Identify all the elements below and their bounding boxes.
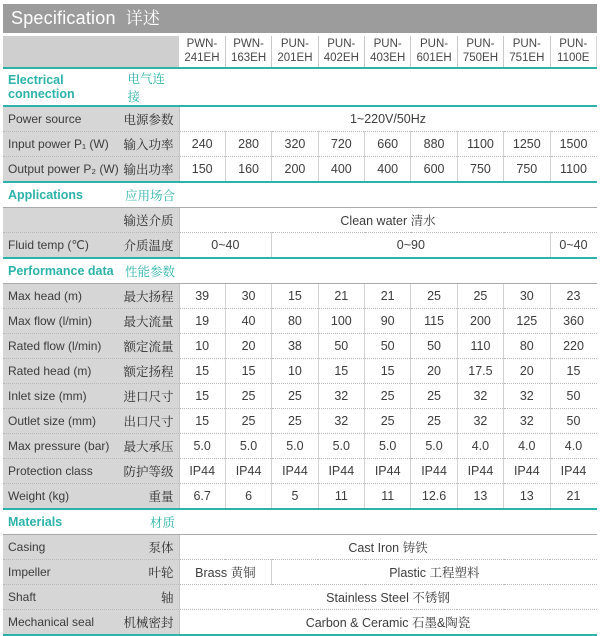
value-cell: 110: [457, 334, 503, 359]
value-cell: 600: [411, 157, 457, 183]
value-cell: Plastic 工程塑料: [272, 560, 597, 585]
value-cell: 20: [411, 359, 457, 384]
table-row: [3, 106, 597, 132]
value-cell: 1~220V/50Hz: [179, 106, 597, 132]
row-label: [3, 409, 179, 434]
row-label-wrap: [3, 459, 179, 483]
value-cell: 25: [272, 384, 318, 409]
spec-table-body: [3, 36, 597, 635]
section-label-zh: 应用场合: [124, 189, 175, 203]
value-cell: Brass 黄铜: [179, 560, 272, 585]
model-name-line1: PUN-: [327, 37, 356, 50]
row-label-wrap: [3, 284, 179, 308]
model-name-line2: 751EH: [509, 51, 545, 64]
column-header-pun-1100e: [550, 36, 597, 68]
row-label-wrap: [3, 132, 179, 156]
row-label-zh: 电源参数: [123, 113, 174, 127]
row-label-zh: 重量: [148, 490, 174, 504]
table-row: [3, 535, 597, 560]
value-cell: 4.0: [457, 434, 503, 459]
row-label-wrap: [3, 585, 179, 609]
value-cell: 6.7: [179, 484, 225, 510]
value-cell: IP44: [365, 459, 411, 484]
table-row: [3, 309, 597, 334]
value-cell: 13: [457, 484, 503, 510]
row-label-en: Weight (kg): [8, 489, 70, 503]
value-cell: 5: [272, 484, 318, 510]
value-cell: 25: [272, 409, 318, 434]
value-cell: 5.0: [179, 434, 225, 459]
table-row: [3, 284, 597, 309]
value-cell: IP44: [457, 459, 503, 484]
row-label-en: Mechanical seal: [8, 615, 95, 629]
value-cell: 32: [457, 409, 503, 434]
value-cell: 125: [504, 309, 550, 334]
value-cell: 660: [365, 132, 411, 157]
column-header-pun-750eh: [457, 36, 503, 68]
row-label-zh: 机械密封: [123, 616, 174, 630]
row-label-en: Max head (m): [8, 289, 83, 303]
value-cell: 25: [225, 384, 271, 409]
row-label: [3, 284, 179, 309]
row-label: [3, 459, 179, 484]
value-cell: 200: [272, 157, 318, 183]
row-label-en: Impeller: [8, 565, 51, 579]
row-label-wrap: [3, 107, 179, 131]
value-cell: 21: [550, 484, 597, 510]
table-row: [3, 610, 597, 636]
row-label: [3, 132, 179, 157]
value-cell: 5.0: [411, 434, 457, 459]
value-cell: 200: [457, 309, 503, 334]
row-label-wrap: [3, 208, 179, 232]
row-label: [3, 484, 179, 510]
value-cell: 39: [179, 284, 225, 309]
row-label-zh: 最大流量: [123, 315, 174, 329]
section-header-row: [3, 258, 597, 284]
value-cell: 20: [504, 359, 550, 384]
row-label-wrap: [3, 535, 179, 559]
value-cell: IP44: [179, 459, 225, 484]
value-cell: 11: [318, 484, 364, 510]
page-title-zh: 详述: [125, 9, 161, 28]
section-header: [3, 186, 179, 204]
table-row: [3, 208, 597, 233]
value-cell: 360: [550, 309, 597, 334]
value-cell: 50: [318, 334, 364, 359]
row-label: [3, 610, 179, 636]
model-name-line1: PUN-: [280, 37, 309, 50]
value-cell: 5.0: [272, 434, 318, 459]
value-cell: 220: [550, 334, 597, 359]
spec-table: [3, 36, 597, 636]
row-label: [3, 106, 179, 132]
table-row: [3, 233, 597, 259]
row-label-wrap: [3, 384, 179, 408]
value-cell: 15: [318, 359, 364, 384]
table-row: [3, 359, 597, 384]
section-header-row: [3, 68, 597, 106]
model-name-line1: PUN-: [420, 37, 449, 50]
value-cell: 21: [365, 284, 411, 309]
row-label-zh: 叶轮: [148, 566, 174, 580]
value-cell: 0~40: [179, 233, 272, 259]
value-cell: 5.0: [318, 434, 364, 459]
value-cell: IP44: [225, 459, 271, 484]
row-label-wrap: [3, 484, 179, 508]
column-header-pun-751eh: [504, 36, 550, 68]
value-cell: IP44: [318, 459, 364, 484]
value-cell: 1500: [550, 132, 597, 157]
column-header-pun-403eh: [365, 36, 411, 68]
row-label-wrap: [3, 233, 179, 257]
value-cell: 400: [318, 157, 364, 183]
table-row: [3, 409, 597, 434]
row-label-zh: 输送介质: [123, 214, 174, 228]
row-label-zh: 最大扬程: [123, 290, 174, 304]
row-label-wrap: [3, 334, 179, 358]
row-label-en: Power source: [8, 112, 82, 126]
model-name-line1: PWN-: [186, 37, 218, 50]
model-name-line1: PUN-: [466, 37, 495, 50]
table-row: [3, 132, 597, 157]
value-cell: 750: [457, 157, 503, 183]
value-cell: IP44: [504, 459, 550, 484]
row-label-zh: 轴: [160, 591, 174, 605]
model-name-line2: 1100E: [557, 51, 590, 64]
value-cell: 25: [457, 284, 503, 309]
row-label: [3, 560, 179, 585]
value-cell: 720: [318, 132, 364, 157]
value-cell: 6: [225, 484, 271, 510]
value-cell: 15: [225, 359, 271, 384]
row-label-zh: 最大承压: [123, 440, 174, 454]
row-label-zh: 防护等级: [123, 465, 174, 479]
section-label-en: Applications: [8, 188, 84, 202]
section-header-row: [3, 182, 597, 208]
row-label-en: Inlet size (mm): [8, 389, 87, 403]
value-cell: 25: [411, 384, 457, 409]
value-cell: 15: [179, 409, 225, 434]
value-cell: 1100: [550, 157, 597, 183]
value-cell: 23: [550, 284, 597, 309]
value-cell: 50: [411, 334, 457, 359]
model-name-line2: 403EH: [370, 51, 406, 64]
value-cell: 320: [272, 132, 318, 157]
column-header-pun-201eh: [272, 36, 318, 68]
value-cell: 5.0: [365, 434, 411, 459]
value-cell: 80: [272, 309, 318, 334]
value-cell: IP44: [550, 459, 597, 484]
row-label: [3, 157, 179, 183]
value-cell: 4.0: [550, 434, 597, 459]
value-cell: Clean water 清水: [179, 208, 597, 233]
value-cell: 50: [365, 334, 411, 359]
section-header: [3, 262, 179, 280]
value-cell: 40: [225, 309, 271, 334]
table-row: [3, 484, 597, 510]
value-cell: Cast Iron 铸铁: [179, 535, 597, 560]
model-name-line2: 163EH: [230, 51, 267, 64]
row-label-wrap: [3, 610, 179, 634]
value-cell: 32: [318, 409, 364, 434]
row-label: [3, 585, 179, 610]
value-cell: 80: [504, 334, 550, 359]
row-label-en: Fluid temp (℃): [8, 238, 89, 252]
row-label-en: Output power P₂ (W): [8, 162, 119, 176]
row-label-zh: 介质温度: [123, 239, 174, 253]
value-cell: 240: [179, 132, 225, 157]
row-label-en: Outlet size (mm): [8, 414, 97, 428]
section-header-cell: [3, 509, 597, 535]
value-cell: Carbon & Ceramic 石墨&陶瓷: [179, 610, 597, 636]
row-label: [3, 309, 179, 334]
value-cell: 32: [504, 384, 550, 409]
column-header-pwn-163eh: [225, 36, 271, 68]
row-label: [3, 208, 179, 233]
row-label-en: Shaft: [8, 590, 37, 604]
row-label-en: Protection class: [8, 464, 93, 478]
value-cell: 0~40: [550, 233, 597, 259]
row-label-wrap: [3, 359, 179, 383]
value-cell: 280: [225, 132, 271, 157]
row-label-zh: 输入功率: [123, 138, 174, 152]
value-cell: 32: [457, 384, 503, 409]
value-cell: 25: [365, 384, 411, 409]
value-cell: 160: [225, 157, 271, 183]
value-cell: 15: [179, 384, 225, 409]
value-cell: 50: [550, 384, 597, 409]
section-label-en: Electrical connection: [8, 73, 75, 101]
value-cell: 30: [504, 284, 550, 309]
value-cell: 17.5: [457, 359, 503, 384]
row-label-zh: 额定流量: [123, 340, 174, 354]
value-cell: 20: [225, 334, 271, 359]
section-header-cell: [3, 68, 597, 106]
model-name-line2: 201EH: [277, 51, 313, 64]
value-cell: IP44: [272, 459, 318, 484]
row-label-en: Max flow (l/min): [8, 314, 93, 328]
model-name-line1: PUN-: [512, 37, 541, 50]
value-cell: 15: [272, 284, 318, 309]
value-cell: 13: [504, 484, 550, 510]
section-label-zh: 材质: [149, 516, 175, 530]
row-label-wrap: [3, 409, 179, 433]
table-row: [3, 585, 597, 610]
row-label-en: Rated head (m): [8, 364, 92, 378]
value-cell: 32: [504, 409, 550, 434]
value-cell: 1100: [457, 132, 503, 157]
section-header-cell: [3, 182, 597, 208]
value-cell: 12.6: [411, 484, 457, 510]
row-label-wrap: [3, 560, 179, 584]
model-name-line2: 402EH: [323, 51, 359, 64]
page-title: [3, 4, 597, 33]
value-cell: 30: [225, 284, 271, 309]
value-cell: 11: [365, 484, 411, 510]
row-label: [3, 233, 179, 259]
value-cell: 150: [179, 157, 225, 183]
value-cell: 32: [318, 384, 364, 409]
value-cell: 10: [272, 359, 318, 384]
section-header-row: [3, 509, 597, 535]
column-header-pun-601eh: [411, 36, 457, 68]
value-cell: 4.0: [504, 434, 550, 459]
header-corner-cell: [3, 36, 179, 68]
model-name-line2: 750EH: [462, 51, 499, 64]
section-label-en: Materials: [8, 515, 63, 529]
row-label-zh: 进口尺寸: [123, 390, 174, 404]
row-label-zh: 出口尺寸: [123, 415, 174, 429]
value-cell: 115: [411, 309, 457, 334]
value-cell: 90: [365, 309, 411, 334]
section-label-zh: 电气连接: [127, 72, 165, 104]
row-label: [3, 334, 179, 359]
model-name-line2: 601EH: [416, 51, 452, 64]
value-cell: 19: [179, 309, 225, 334]
row-label: [3, 535, 179, 560]
table-row: [3, 560, 597, 585]
value-cell: 5.0: [225, 434, 271, 459]
section-header: [3, 69, 179, 105]
value-cell: 880: [411, 132, 457, 157]
value-cell: IP44: [411, 459, 457, 484]
value-cell: 100: [318, 309, 364, 334]
model-name-line2: 241EH: [184, 51, 220, 64]
value-cell: 15: [550, 359, 597, 384]
value-cell: 750: [504, 157, 550, 183]
section-header: [3, 513, 179, 531]
table-row: [3, 334, 597, 359]
value-cell: 15: [365, 359, 411, 384]
model-name-line1: PUN-: [559, 37, 588, 50]
row-label-wrap: [3, 157, 179, 181]
column-header-pwn-241eh: [179, 36, 225, 68]
value-cell: 25: [365, 409, 411, 434]
value-cell: 15: [179, 359, 225, 384]
section-label-zh: 性能参数: [124, 265, 175, 279]
section-header-cell: [3, 258, 597, 284]
row-label-en: Max pressure (bar): [8, 439, 110, 453]
row-label-wrap: [3, 309, 179, 333]
value-cell: 25: [411, 409, 457, 434]
row-label: [3, 359, 179, 384]
column-header-pun-402eh: [318, 36, 364, 68]
value-cell: 1250: [504, 132, 550, 157]
row-label: [3, 434, 179, 459]
value-cell: 10: [179, 334, 225, 359]
value-cell: 400: [365, 157, 411, 183]
row-label-en: Input power P₁ (W): [8, 137, 109, 151]
page-title-en: Specification: [11, 8, 116, 28]
value-cell: 21: [318, 284, 364, 309]
value-cell: 0~90: [272, 233, 550, 259]
row-label-en: Casing: [8, 540, 46, 554]
model-name-line1: PUN-: [373, 37, 402, 50]
row-label-wrap: [3, 434, 179, 458]
section-label-en: Performance data: [8, 264, 114, 278]
row-label-zh: 输出功率: [123, 163, 174, 177]
table-row: [3, 384, 597, 409]
row-label-zh: 额定扬程: [123, 365, 174, 379]
value-cell: 25: [411, 284, 457, 309]
row-label-en: Rated flow (l/min): [8, 339, 102, 353]
row-label-zh: 泵体: [148, 541, 174, 555]
row-label: [3, 384, 179, 409]
column-header-row: [3, 36, 597, 68]
value-cell: 38: [272, 334, 318, 359]
value-cell: 25: [225, 409, 271, 434]
model-name-line1: PWN-: [233, 37, 264, 50]
table-row: [3, 434, 597, 459]
value-cell: 50: [550, 409, 597, 434]
table-row: [3, 459, 597, 484]
table-row: [3, 157, 597, 183]
value-cell: Stainless Steel 不锈钢: [179, 585, 597, 610]
